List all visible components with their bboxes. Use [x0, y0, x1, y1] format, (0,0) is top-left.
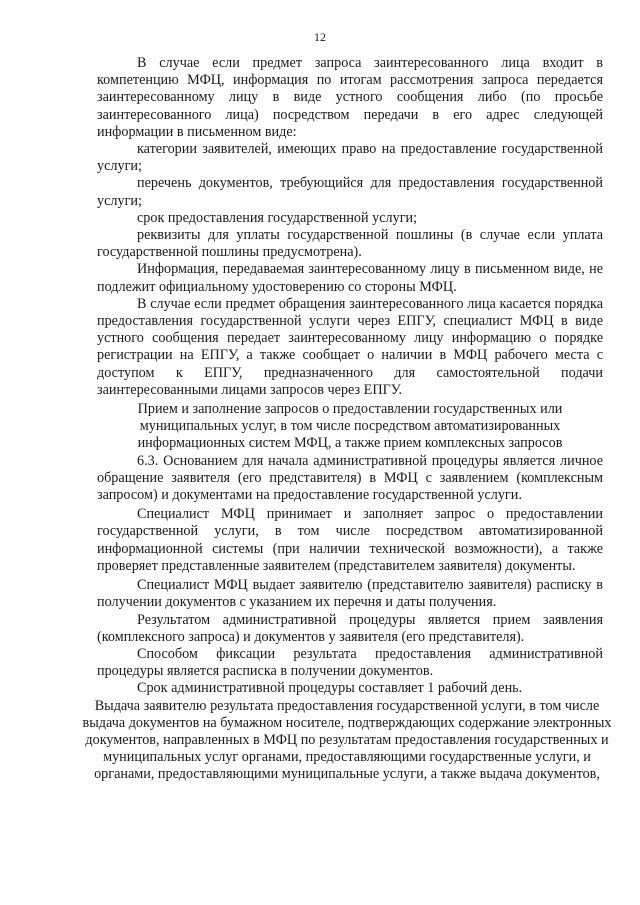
page-number: 12	[314, 30, 326, 44]
paragraph-epgu-info: В случае если предмет обращения заинтересованного лица касается порядка предоставления государственной услуги через ЕПГУ, специалист МФЦ в виде устного сообщения передает заинтересованному лицу информацию о порядке регистрации на ЕПГУ, а также сообщает о наличии в МФЦ рабочего места с доступом к ЕПГУ, предназначенного для самостоятельной подачи заинтересованными лицами запросов через ЕПГУ.	[97, 295, 603, 398]
document-body	[82, 55, 612, 784]
paragraph-procedure-term: Срок административной процедуры составляет 1 рабочий день.	[137, 680, 523, 697]
paragraph-not-certified: Информация, передаваемая заинтересованному лицу в письменном виде, не подлежит официальному удостоверению со стороны МФЦ.	[97, 261, 603, 295]
list-item-fee-details: реквизиты для уплаты государственной пошлины (в случае если уплата государственной пошлины предусмотрена).	[97, 227, 603, 261]
list-item-applicant-categories: категории заявителей, имеющих право на предоставление государственной услуги;	[97, 141, 603, 175]
section-heading-request-intake: Прием и заполнение запросов о предоставлении государственных или муниципальных услуг, в том числе посредством автоматизированных информационных систем МФЦ, а также прием комплексных запросов	[137, 401, 563, 452]
paragraph-fixation-method: Способом фиксации результата предоставления административной процедуры является расписка в получении документов.	[97, 645, 603, 680]
section-heading-result-issuance: Выдача заявителю результата предоставления государственной услуги, в том числе выдача документов на бумажном носителе, подтверждающих содержание электронных документов, направленных в МФЦ по результатам предоставления государственных и муниципальных услуг органами, предоставляющими государственные услуги, и органами, предоставляющими муниципальные услуги, а также выдача документов,	[82, 697, 612, 783]
paragraph-6-3-basis: 6.3. Основанием для начала административной процедуры является личное обращение заявителя (его представителя) в МФЦ с заявлением (комплексным запросом) и документами на предоставление государственной услуги.	[97, 452, 603, 504]
paragraph-info-in-writing: В случае если предмет запроса заинтересованного лица входит в компетенцию МФЦ, информация по итогам рассмотрения запроса передается заинтересованному лицу в виде устного сообщения либо (по просьбе заинтересованного лица) посредством передачи в его адрес следующей информации в письменном виде:	[97, 55, 603, 140]
list-item-service-term: срок предоставления государственной услуги;	[137, 209, 418, 226]
list-item-document-list: перечень документов, требующийся для предоставления государственной услуги;	[97, 175, 603, 209]
paragraph-specialist-accepts: Специалист МФЦ принимает и заполняет запрос о предоставлении государственной услуги, в том числе посредством автоматизированной информационной системы (при наличии технической возможности), а также проверяет представленные заявителем (представителем заявителя) документы.	[97, 506, 603, 574]
paragraph-receipt-issued: Специалист МФЦ выдает заявителю (представителю заявителя) расписку в получении документов с указанием их перечня и даты получения.	[97, 577, 603, 611]
paragraph-procedure-result: Результатом административной процедуры является прием заявления (комплексного запроса) и документов у заявителя (его представителя).	[97, 611, 603, 645]
